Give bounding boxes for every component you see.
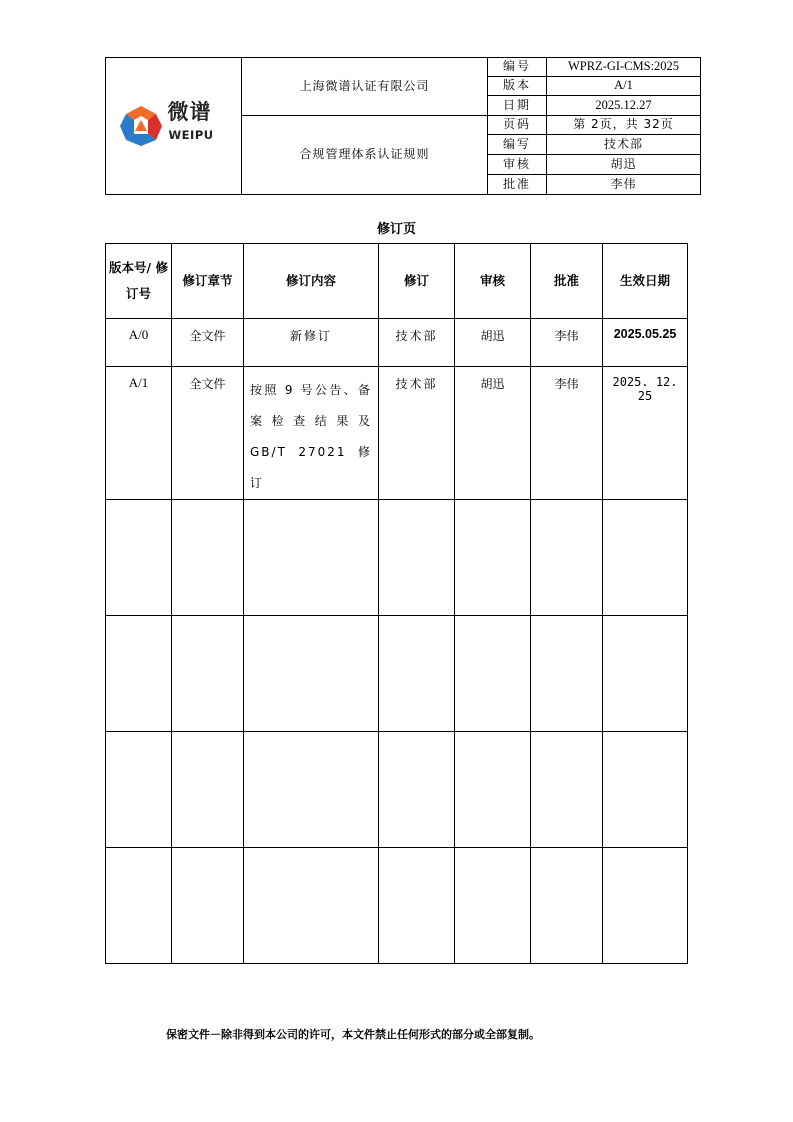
approver: 李伟 bbox=[547, 175, 701, 195]
field-key: 编写 bbox=[488, 135, 547, 155]
field-key: 页码 bbox=[488, 116, 547, 135]
field-key: 日期 bbox=[488, 96, 547, 116]
table-cell: 胡迅 bbox=[455, 319, 531, 367]
weipu-logo-icon bbox=[118, 104, 164, 148]
document-title: 合规管理体系认证规则 bbox=[242, 116, 488, 195]
field-key: 审核 bbox=[488, 155, 547, 175]
column-header: 批准 bbox=[531, 244, 603, 319]
field-key: 编号 bbox=[488, 58, 547, 77]
confidentiality-footer: 保密文件－除非得到本公司的许可，本文件禁止任何形式的部分或全部复制。 bbox=[166, 1028, 540, 1041]
logo-english-text: WEIPU bbox=[168, 128, 214, 142]
table-cell: 技术部 bbox=[379, 367, 455, 500]
revision-page-title: 修订页 bbox=[376, 222, 416, 237]
table-cell: 2025. 12. 25 bbox=[603, 367, 688, 500]
table-cell: 按照 9 号公告、备案检查结果及 GB/T 27021 修订 bbox=[244, 367, 379, 500]
logo-cell bbox=[106, 58, 242, 195]
document-header bbox=[105, 57, 701, 195]
table-row bbox=[106, 500, 688, 616]
table-cell: 胡迅 bbox=[455, 367, 531, 500]
column-header: 修订章节 bbox=[172, 244, 244, 319]
table-cell: A/0 bbox=[106, 319, 172, 367]
table-cell: 李伟 bbox=[531, 367, 603, 500]
column-header: 生效日期 bbox=[603, 244, 688, 319]
table-cell: 技术部 bbox=[379, 319, 455, 367]
table-row bbox=[106, 732, 688, 848]
document-number: WPRZ-GI-CMS:2025 bbox=[547, 58, 701, 77]
table-cell: 2025.05.25 bbox=[603, 319, 688, 367]
revision-table bbox=[105, 243, 688, 964]
column-header: 版本号/ 修订号 bbox=[106, 244, 172, 319]
logo-chinese-text: 微谱 bbox=[167, 100, 212, 124]
reviewer: 胡迅 bbox=[547, 155, 701, 175]
document-version: A/1 bbox=[547, 77, 701, 96]
table-cell: A/1 bbox=[106, 367, 172, 500]
weipu-logo bbox=[118, 101, 230, 151]
table-cell: 新修订 bbox=[244, 319, 379, 367]
author-dept: 技术部 bbox=[547, 135, 701, 155]
column-header: 审核 bbox=[455, 244, 531, 319]
document-date: 2025.12.27 bbox=[547, 96, 701, 116]
table-row bbox=[106, 848, 688, 964]
table-row bbox=[106, 616, 688, 732]
company-name: 上海微谱认证有限公司 bbox=[242, 58, 488, 116]
page-number: 第 2页，共 32页 bbox=[547, 116, 701, 135]
column-header: 修订 bbox=[379, 244, 455, 319]
field-key: 批准 bbox=[488, 175, 547, 195]
table-cell: 李伟 bbox=[531, 319, 603, 367]
table-cell: 全文件 bbox=[172, 319, 244, 367]
table-row bbox=[106, 319, 688, 367]
table-cell: 全文件 bbox=[172, 367, 244, 500]
table-row bbox=[106, 367, 688, 500]
column-header: 修订内容 bbox=[244, 244, 379, 319]
table-header-row bbox=[106, 244, 688, 319]
field-key: 版本 bbox=[488, 77, 547, 96]
